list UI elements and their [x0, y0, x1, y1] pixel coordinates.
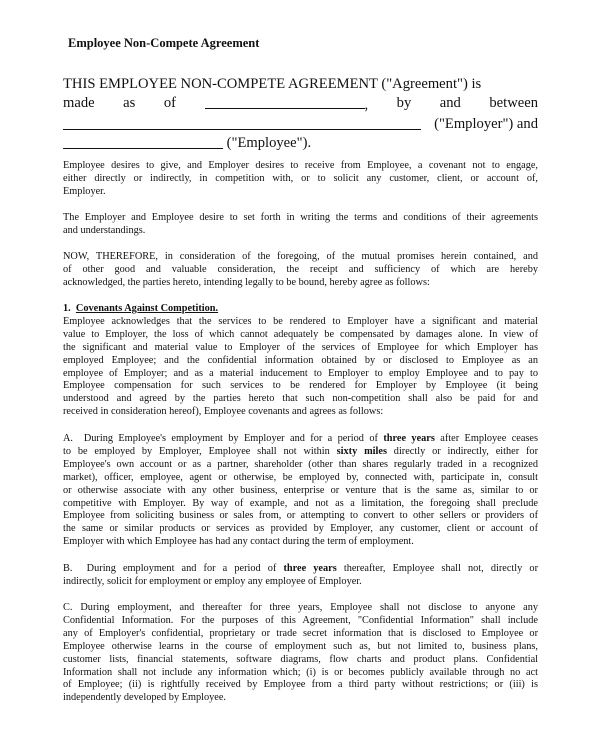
intro-word: by [396, 95, 412, 111]
text-line: and understandings. [63, 224, 146, 236]
clause-b [63, 563, 538, 589]
text-fragment: B. During employment and for a period of [63, 563, 284, 574]
text-line [63, 563, 538, 576]
emphasis-distance: sixty miles [336, 445, 387, 457]
text-line: Employee otherwise learns in the course of employment such as, but not limited to, business plans, [63, 640, 538, 652]
text-line: customer lists, financial statements, software diagrams, flow charts and product plans. Confidential [63, 653, 538, 665]
employee-blank[interactable] [63, 134, 223, 149]
text-line: employee of Employer; and as a material inducement to Employer to employ Employee and to pay to [63, 367, 538, 379]
text-line: The Employer and Employee desire to set forth in writing the terms and conditions of their agreements [63, 212, 538, 223]
text-fragment: directly or indirectly, either for [386, 445, 538, 457]
intro-line-2 [63, 94, 538, 115]
text-fragment: thereafter, Employee shall not, directly or [336, 563, 538, 574]
intro-word: made [63, 95, 95, 111]
document-title: Employee Non-Compete Agreement [68, 36, 260, 50]
paragraph-1 [63, 160, 538, 199]
intro-word: between [489, 95, 538, 111]
text-line: indirectly, solicit for employment or employ any employee of Employer. [63, 575, 362, 587]
intro-text: THIS EMPLOYEE NON-COMPETE AGREEMENT ("Agreement") is [63, 76, 482, 92]
text-line: market), officer, employee, agent or otherwise, be employed by, connected with, participate in, consult [63, 471, 538, 483]
section-1 [63, 303, 538, 419]
text-line: Information shall not include any information which; (i) is or becomes publicly available through no act [63, 666, 538, 678]
comma: , [364, 97, 369, 113]
paragraph-2 [63, 212, 538, 238]
text-fragment: after Employee ceases [434, 433, 538, 444]
text-line: acknowledged, the parties hereto, intending legally to be bound, hereby agree as follows: [63, 276, 430, 288]
clause-c [63, 602, 538, 705]
section-number: 1. [63, 303, 71, 314]
paragraph-3 [63, 251, 538, 290]
text-line: NOW, THEREFORE, in consideration of the foregoing, of the mutual promises herein contained, and [63, 251, 538, 262]
text-line: Employer with which Employee has had any contact during the term of employment. [63, 536, 414, 548]
employer-label: ("Employer") and [434, 116, 538, 132]
text-line: Employee desires to give, and Employer desires to receive from Employee, a covenant not to engage, [63, 160, 538, 171]
text-line: received in consideration hereof), Employee covenants and agrees as follows: [63, 406, 384, 418]
text-line: of Employee; (ii) is rightfully received by Employee from a third party without restrictions; or (iii) is [63, 679, 538, 691]
date-blank[interactable] [205, 94, 365, 109]
text-line: employed Employee; and the confidential information obtained by or disclosed to Employee as an [63, 354, 538, 366]
section-1-heading [63, 303, 538, 316]
text-line: Confidential Information. For the purposes of this Agreement, "Confidential Information" shall include [63, 614, 538, 626]
clause-a [63, 433, 538, 549]
intro-line-1 [63, 75, 538, 94]
text-line: competitive with Employer. By way of example, and not as a limitation, the foregoing shall preclude [63, 497, 538, 509]
text-line: Employee compensation for such services to be rendered for Employer by Employee (it being [63, 380, 538, 392]
text-line: Employee from soliciting business or sales from, or attempting to convert to other sellers or providers of [63, 510, 538, 522]
text-line: independently developed by Employee. [63, 692, 226, 704]
text-fragment: to be employed by Employer, Employee shall not within [63, 445, 337, 457]
text-line [63, 433, 538, 446]
section-heading-text: Covenants Against Competition. [75, 303, 219, 314]
intro-line-3 [63, 115, 538, 134]
text-line: C. During employment, and thereafter for three years, Employee shall not disclose to anyone any [63, 602, 538, 613]
text-line: the significant and material value to Employer of the services of Employee for which Employer has [63, 341, 538, 353]
intro-word: of [163, 95, 176, 111]
text-line: either directly or indirectly, in competition with, or to solicit any customer, client, or account of, [63, 172, 538, 184]
intro-word: and [439, 95, 461, 111]
text-line: of other good and valuable consideration, the receipt and sufficiency of which are hereby [63, 263, 538, 275]
employee-label: ("Employee"). [223, 135, 312, 151]
text-line: Employee acknowledges that the services to be rendered to Employer have a significant and material [63, 315, 538, 327]
intro-paragraph [63, 75, 538, 153]
text-line: Employer. [63, 185, 106, 197]
intro-line-4 [63, 134, 538, 153]
emphasis-duration: three years [383, 433, 435, 444]
text-line: value to Employer, the loss of which cannot adequately be compensated by damages alone. In view of [63, 328, 538, 340]
text-line: Employee's own account or as a partner, shareholder (other than shares regularly traded in a recognized [63, 458, 538, 470]
text-line: understood and agreed by the parties hereto that such non-competition shall also be paid for and [63, 393, 538, 405]
date-blank-group [205, 94, 369, 115]
intro-word: as [123, 95, 136, 111]
text-line [63, 446, 538, 459]
text-line: any of Employer's confidential, proprietary or trade secret information that is disclosed to Employee or [63, 627, 538, 639]
text-fragment: A. During Employee's employment by Employer and for a period of [63, 433, 384, 444]
text-line: or otherwise associate with any other business, enterprise or venture that is the same as, similar to or [63, 484, 538, 496]
text-line: the same or similar products or services as provided by Employer, any customer, client or account of [63, 523, 538, 535]
emphasis-duration: three years [283, 563, 337, 574]
employer-blank[interactable] [63, 115, 421, 130]
